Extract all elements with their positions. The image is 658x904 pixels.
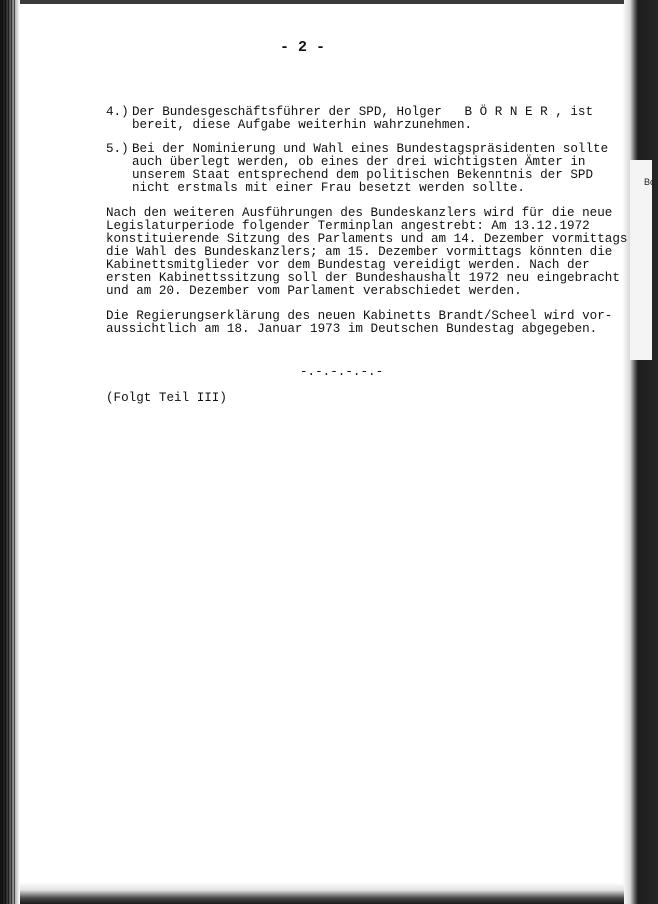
scan-edge-top (20, 0, 624, 4)
item-4-line-2: bereit, diese Aufgabe weiterhin wahrzunehmen. (132, 118, 473, 132)
paragraph-1-line-3: konstituierende Sitzung des Parlaments und am 14. Dezember vormittags (106, 232, 628, 246)
item-5-line-4: nicht erstmals mit einer Frau besetzt werden sollte. (132, 181, 525, 195)
scan-edge-bottom (20, 882, 624, 904)
paragraph-1-line-2: Legislaturperiode folgender Terminplan angestrebt: Am 13.12.1972 (106, 219, 590, 233)
page-number: - 2 - (280, 39, 326, 56)
adjacent-page-text: Bo (644, 177, 656, 187)
scan-edge-left-lines (2, 0, 16, 904)
paragraph-1-line-1: Nach den weiteren Ausführungen des Bundeskanzlers wird für die neue (106, 206, 613, 220)
paragraph-1-line-4: die Wahl des Bundeskanzlers; am 15. Dezember vormittags könnten die (106, 245, 613, 259)
item-5-marker: 5.) (106, 142, 129, 156)
scan-edge-right (622, 0, 658, 904)
section-separator: -.-.-.-.-.- (300, 365, 384, 379)
adjacent-page-strip (630, 160, 652, 360)
item-5-line-3: unserem Staat entsprechend dem politischen Bekenntnis der SPD (132, 168, 594, 182)
paragraph-1-line-7: und am 20. Dezember vom Parlament verabschiedet werden. (106, 284, 522, 298)
item-4-line-1: Der Bundesgeschäftsführer der SPD, Holger B Ö R N E R , ist (132, 105, 594, 119)
paragraph-2-line-2: aussichtlich am 18. Januar 1973 im Deutschen Bundestag abgegeben. (106, 322, 598, 336)
paragraph-1-line-5: Kabinettsmitglieder vor dem Bundestag vereidigt werden. Nach der (106, 258, 590, 272)
item-5-line-1: Bei der Nominierung und Wahl eines Bundestagspräsidenten sollte (132, 142, 609, 156)
paragraph-1-line-6: ersten Kabinettssitzung soll der Bundeshaushalt 1972 neu eingebracht (106, 271, 620, 285)
item-5-line-2: auch überlegt werden, ob eines der drei wichtigsten Ämter in (132, 155, 586, 169)
paragraph-2-line-1: Die Regierungserklärung des neuen Kabinetts Brandt/Scheel wird vor- (106, 309, 613, 323)
continuation-note: (Folgt Teil III) (106, 391, 227, 405)
item-4-marker: 4.) (106, 105, 129, 119)
